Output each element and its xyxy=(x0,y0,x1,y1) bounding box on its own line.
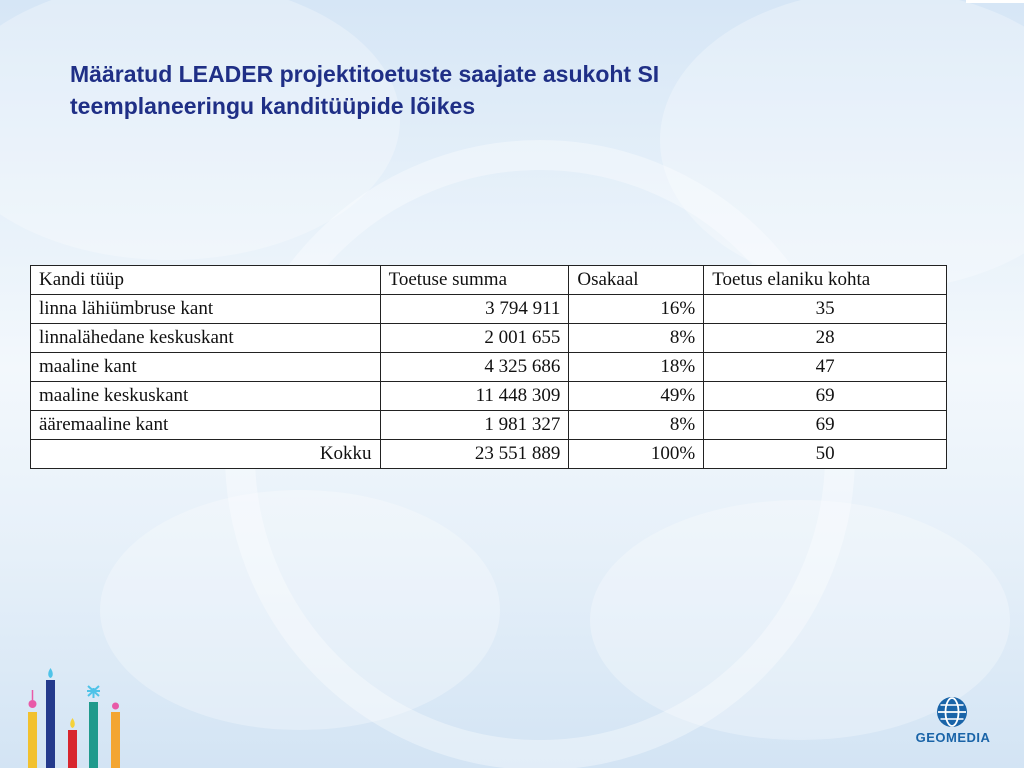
table-row xyxy=(31,324,947,353)
cell-share: 8% xyxy=(569,411,704,440)
cell-area-type: linna lähiümbruse kant xyxy=(31,295,381,324)
table-total-row xyxy=(31,440,947,469)
header-support-per-resident: Toetus elaniku kohta xyxy=(704,266,947,295)
support-table xyxy=(30,265,947,469)
header-share: Osakaal xyxy=(569,266,704,295)
cell-share: 18% xyxy=(569,353,704,382)
slide-title-line-2: teemplaneeringu kanditüüpide lõikes xyxy=(70,93,476,119)
cell-support-per-resident: 69 xyxy=(704,411,947,440)
slide-title-line-1: Määratud LEADER projektitoetuste saajate asukoht SI xyxy=(70,61,660,87)
table-header-row xyxy=(31,266,947,295)
corner-tab xyxy=(966,0,1024,3)
table-row xyxy=(31,382,947,411)
cell-total-per-resident: 50 xyxy=(704,440,947,469)
globe-icon xyxy=(936,696,968,728)
cell-support-sum: 11 448 309 xyxy=(380,382,569,411)
cell-area-type: ääremaaline kant xyxy=(31,411,381,440)
cell-support-sum: 1 981 327 xyxy=(380,411,569,440)
cell-share: 8% xyxy=(569,324,704,353)
cell-area-type: maaline keskuskant xyxy=(31,382,381,411)
geomedia-logo xyxy=(908,696,998,752)
cell-support-sum: 2 001 655 xyxy=(380,324,569,353)
cell-total-label: Kokku xyxy=(31,440,381,469)
cell-support-per-resident: 28 xyxy=(704,324,947,353)
logo-text: GEOMEDIA xyxy=(915,730,991,745)
cell-share: 49% xyxy=(569,382,704,411)
table-row xyxy=(31,411,947,440)
header-support-sum: Toetuse summa xyxy=(380,266,569,295)
cell-support-sum: 3 794 911 xyxy=(380,295,569,324)
cell-total-share: 100% xyxy=(569,440,704,469)
cell-share: 16% xyxy=(569,295,704,324)
slide-title xyxy=(70,58,870,122)
table-row xyxy=(31,353,947,382)
cell-area-type: linnalähedane keskuskant xyxy=(31,324,381,353)
cell-area-type: maaline kant xyxy=(31,353,381,382)
candles-icon xyxy=(18,660,138,768)
cell-total-sum: 23 551 889 xyxy=(380,440,569,469)
cell-support-per-resident: 69 xyxy=(704,382,947,411)
header-area-type: Kandi tüüp xyxy=(31,266,381,295)
cell-support-per-resident: 35 xyxy=(704,295,947,324)
table-row xyxy=(31,295,947,324)
cell-support-sum: 4 325 686 xyxy=(380,353,569,382)
cell-support-per-resident: 47 xyxy=(704,353,947,382)
